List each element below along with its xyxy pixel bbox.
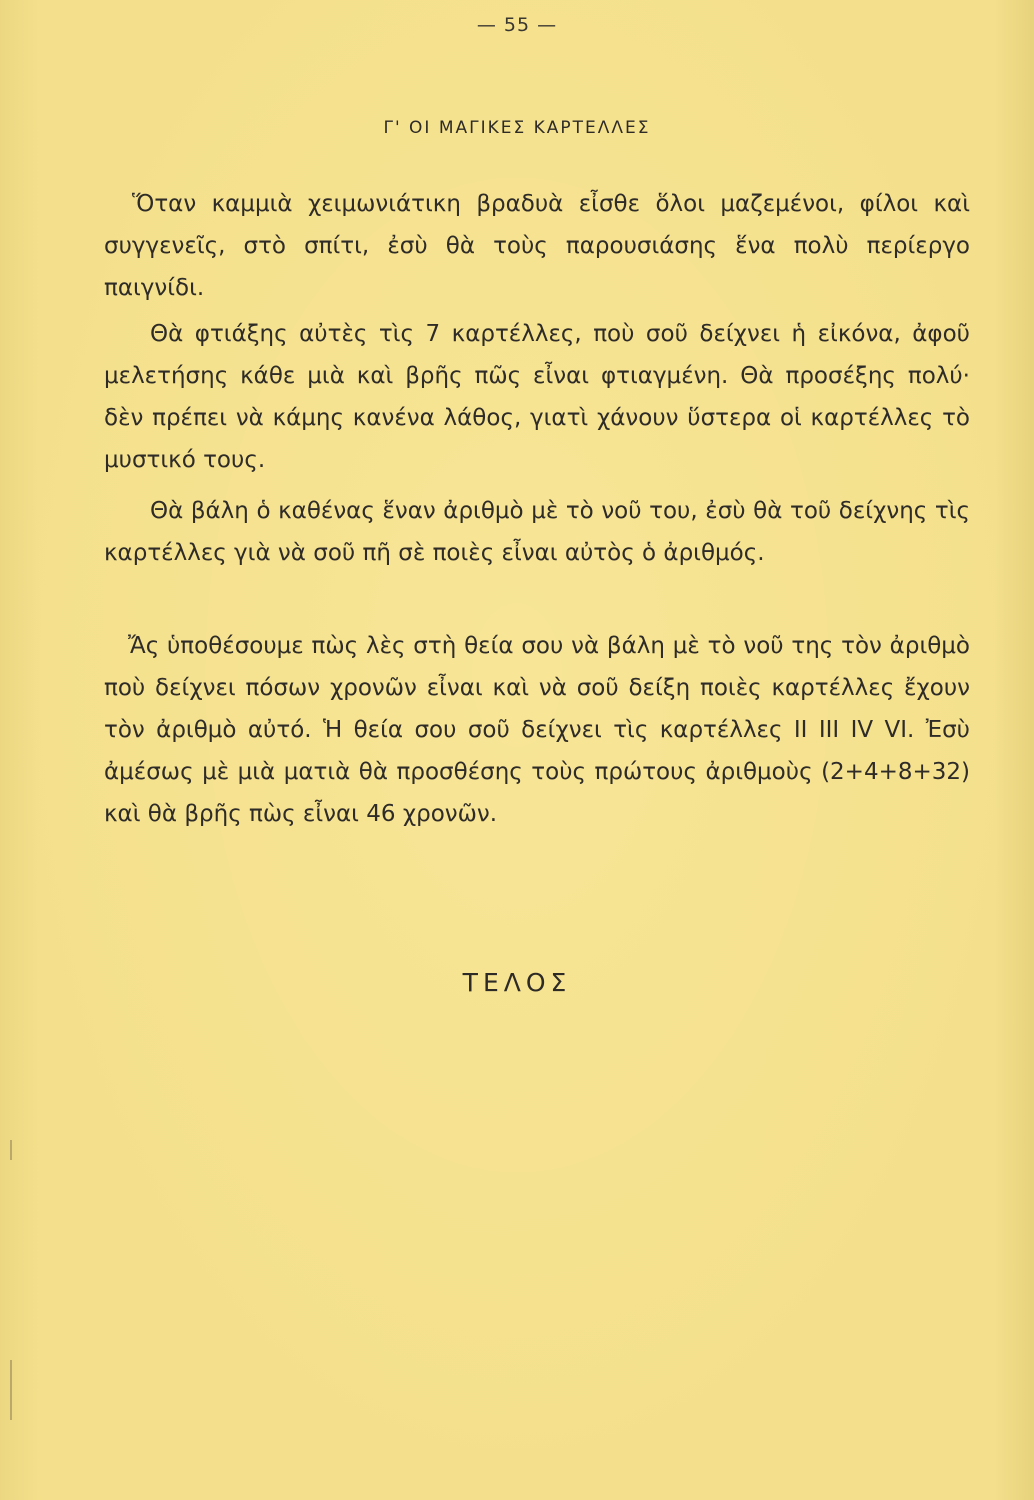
paragraph-3: Θὰ βάλη ὁ καθένας ἕναν ἀριθμὸ μὲ τὸ νοῦ του, ἐσὺ θὰ τοῦ δείχνης τὶς καρτέλλες γιὰ νὰ σοῦ πῆ σὲ ποιὲς εἶναι αὐτὸς ὁ ἀριθμός. <box>104 498 970 566</box>
binding-edge-mark <box>10 1140 12 1160</box>
page-number: — 55 — <box>476 14 558 36</box>
paragraph-4: Ἄς ὑποθέσουμε πὼς λὲς στὴ θεία σου νὰ βάλη μὲ τὸ νοῦ της τὸν ἀριθμὸ ποὺ δείχνει πόσων χρονῶν εἶναι καὶ νὰ σοῦ δείξη ποιὲς καρτέλλες ἔχουν τὸν ἀριθμὸ αὐτό. Ἡ θεία σου σοῦ δείχνει τὶς καρτέλλες II III IV VI. Ἐσὺ ἀμέσως μὲ μιὰ ματιὰ θὰ προσθέσης τοὺς πρώτους ἀριθμοὺς (2+4+8+32) καὶ θὰ βρῆς πὼς εἶναι 46 χρονῶν. <box>104 633 970 827</box>
paragraph-1: Ὅταν καμμιὰ χειμωνιάτικη βραδυὰ εἶσθε ὅλοι μαζεμένοι, φίλοι καὶ συγγενεῖς, στὸ σπίτι, ἐσὺ θὰ τοὺς παρουσιάσης ἕνα πολὺ περίεργο παιγνίδι. <box>104 191 970 301</box>
paragraph-2: Θὰ φτιάξης αὐτὲς τὶς 7 καρτέλλες, ποὺ σοῦ δείχνει ἡ εἰκόνα, ἀφοῦ μελετήσης κάθε μιὰ καὶ βρῆς πῶς εἶναι φτιαγμένη. Θὰ προσέξης πολύ· δὲν πρέπει νὰ κάμης κανένα λάθος, γιατὶ χάνουν ὕστερα οἱ καρτέλλες τὸ μυστικό τους. <box>104 321 970 473</box>
chapter-title: Γ' ΟΙ ΜΑΓΙΚΕΣ ΚΑΡΤΕΛΛΕΣ <box>383 118 651 138</box>
binding-edge-mark <box>10 1360 12 1420</box>
the-end-heading: ΤΕΛΟΣ <box>462 968 572 997</box>
